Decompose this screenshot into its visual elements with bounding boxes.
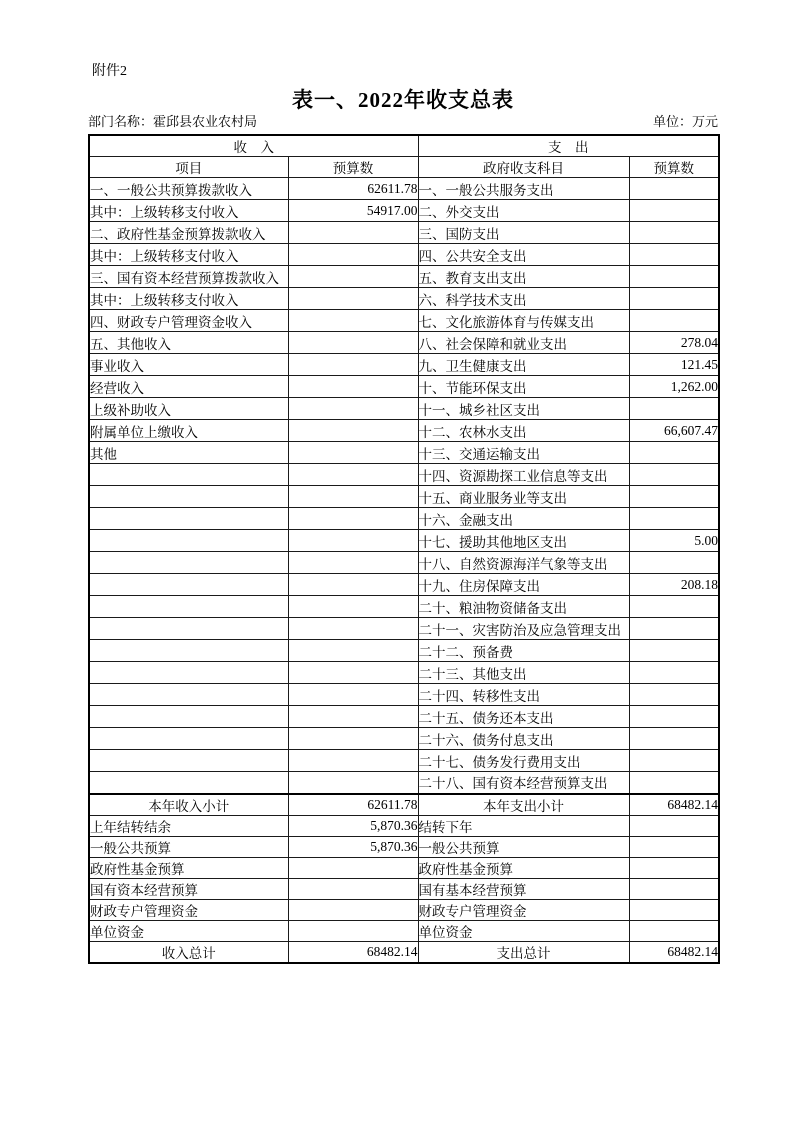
expense-budget-cell [629,920,719,941]
income-budget-cell [288,899,418,920]
income-item-cell: 五、其他收入 [89,332,288,354]
expense-budget-cell: 1,262.00 [629,376,719,398]
expense-budget-column-header: 预算数 [629,157,719,178]
expense-budget-cell [629,618,719,640]
expense-budget-cell: 278.04 [629,332,719,354]
income-item-cell [89,486,288,508]
table-row [89,552,719,574]
income-budget-cell: 54917.00 [288,200,418,222]
expense-item-cell: 政府性基金预算 [418,857,629,878]
expense-item-cell: 五、教育支出支出 [418,266,629,288]
income-item-cell: 财政专户管理资金 [89,899,288,920]
expense-item-cell: 二十一、灾害防治及应急管理支出 [418,618,629,640]
income-item-cell [89,618,288,640]
unit-label: 单位：万元 [652,114,718,129]
income-budget-cell [288,706,418,728]
expense-budget-cell [629,640,719,662]
income-item-cell [89,574,288,596]
income-item-cell [89,662,288,684]
table-row [89,310,719,332]
income-item-cell: 国有资本经营预算 [89,878,288,899]
expense-group-header: 支 出 [418,135,719,157]
income-item-column-header: 项目 [89,157,288,178]
income-budget-cell [288,442,418,464]
income-item-cell [89,684,288,706]
expense-budget-cell [629,442,719,464]
expense-budget-cell [629,464,719,486]
expense-budget-cell [629,857,719,878]
income-budget-cell: 5,870.36 [288,815,418,836]
table-row [89,772,719,794]
expense-item-cell: 二十七、债务发行费用支出 [418,750,629,772]
page-title: 表一、2022年收支总表 [292,88,514,112]
income-item-cell: 收入总计 [89,941,288,963]
expense-item-column-header: 政府收支科目 [418,157,629,178]
expense-item-cell: 十七、援助其他地区支出 [418,530,629,552]
income-budget-cell [288,420,418,442]
income-budget-cell [288,244,418,266]
expense-item-cell: 三、国防支出 [418,222,629,244]
income-item-cell [89,464,288,486]
income-item-cell: 四、财政专户管理资金收入 [89,310,288,332]
expense-budget-cell [629,878,719,899]
income-budget-cell [288,618,418,640]
expense-item-cell: 十四、资源勘探工业信息等支出 [418,464,629,486]
table-row [89,794,719,816]
table-row [89,288,719,310]
income-budget-cell [288,288,418,310]
income-budget-cell [288,728,418,750]
table-row [89,530,719,552]
expense-budget-cell [629,899,719,920]
expense-item-cell: 二、外交支出 [418,200,629,222]
table-row [89,508,719,530]
income-item-cell: 其中：上级转移支付收入 [89,200,288,222]
income-item-cell [89,728,288,750]
table-row [89,354,719,376]
table-row [89,836,719,857]
income-budget-cell [288,486,418,508]
table-row [89,486,719,508]
expense-budget-cell [629,596,719,618]
table-row [89,662,719,684]
table-row [89,878,719,899]
expense-item-cell: 一般公共预算 [418,836,629,857]
expense-item-cell: 十五、商业服务业等支出 [418,486,629,508]
income-item-cell: 政府性基金预算 [89,857,288,878]
income-item-cell: 上级补助收入 [89,398,288,420]
income-group-header: 收 入 [89,135,418,157]
expense-budget-cell [629,815,719,836]
income-budget-cell: 68482.14 [288,941,418,963]
income-budget-cell [288,310,418,332]
expense-budget-cell [629,750,719,772]
expense-item-cell: 十二、农林水支出 [418,420,629,442]
expense-budget-cell: 208.18 [629,574,719,596]
table-row [89,222,719,244]
table-row [89,178,719,200]
income-budget-cell [288,662,418,684]
table-row [89,815,719,836]
income-item-cell [89,750,288,772]
expense-item-cell: 十一、城乡社区支出 [418,398,629,420]
income-budget-cell [288,332,418,354]
income-budget-cell [288,464,418,486]
table-row [89,596,719,618]
expense-item-cell: 国有基本经营预算 [418,878,629,899]
expense-budget-cell [629,772,719,794]
income-budget-cell [288,772,418,794]
table-row [89,706,719,728]
department-name: 部门名称：霍邱县农业农村局 [88,114,258,129]
expense-budget-cell: 66,607.47 [629,420,719,442]
income-item-cell: 一般公共预算 [89,836,288,857]
column-header-row [89,157,719,178]
income-budget-cell [288,376,418,398]
income-item-cell: 本年收入小计 [89,794,288,816]
expense-budget-cell [629,508,719,530]
budget-table [88,134,720,964]
income-item-cell [89,552,288,574]
expense-item-cell: 十八、自然资源海洋气象等支出 [418,552,629,574]
expense-item-cell: 一、一般公共服务支出 [418,178,629,200]
expense-item-cell: 十六、金融支出 [418,508,629,530]
income-budget-cell [288,640,418,662]
income-item-cell: 其他 [89,442,288,464]
income-item-cell: 一、一般公共预算拨款收入 [89,178,288,200]
expense-item-cell: 十、节能环保支出 [418,376,629,398]
table-row [89,376,719,398]
income-item-cell [89,508,288,530]
expense-item-cell: 七、文化旅游体育与传媒支出 [418,310,629,332]
expense-budget-cell [629,486,719,508]
expense-item-cell: 四、公共安全支出 [418,244,629,266]
table-row [89,442,719,464]
expense-budget-cell [629,398,719,420]
expense-item-cell: 财政专户管理资金 [418,899,629,920]
expense-budget-cell [629,552,719,574]
income-budget-cell: 62611.78 [288,794,418,816]
expense-item-cell: 二十六、债务付息支出 [418,728,629,750]
expense-budget-cell [629,684,719,706]
income-budget-cell [288,354,418,376]
income-item-cell: 单位资金 [89,920,288,941]
expense-item-cell: 结转下年 [418,815,629,836]
income-budget-cell [288,552,418,574]
expense-budget-cell [629,728,719,750]
table-row [89,684,719,706]
expense-budget-cell [629,706,719,728]
income-budget-cell: 5,870.36 [288,836,418,857]
expense-budget-cell [629,244,719,266]
expense-budget-cell [629,222,719,244]
expense-budget-cell [629,836,719,857]
expense-item-cell: 二十四、转移性支出 [418,684,629,706]
income-budget-cell [288,508,418,530]
income-budget-cell [288,222,418,244]
expense-budget-cell: 121.45 [629,354,719,376]
income-item-cell: 经营收入 [89,376,288,398]
income-budget-cell [288,857,418,878]
income-budget-column-header: 预算数 [288,157,418,178]
table-row [89,398,719,420]
expense-budget-cell: 68482.14 [629,941,719,963]
attachment-label: 附件2 [92,64,127,79]
expense-budget-cell [629,266,719,288]
table-row [89,941,719,963]
table-row [89,728,719,750]
expense-item-cell: 本年支出小计 [418,794,629,816]
table-row [89,574,719,596]
expense-item-cell: 二十二、预备费 [418,640,629,662]
expense-item-cell: 二十五、债务还本支出 [418,706,629,728]
expense-budget-cell: 68482.14 [629,794,719,816]
expense-item-cell: 二十三、其他支出 [418,662,629,684]
table-header [89,135,719,178]
income-item-cell: 二、政府性基金预算拨款收入 [89,222,288,244]
income-item-cell: 附属单位上缴收入 [89,420,288,442]
expense-item-cell: 十九、住房保障支出 [418,574,629,596]
expense-item-cell: 二十八、国有资本经营预算支出 [418,772,629,794]
income-budget-cell [288,878,418,899]
income-budget-cell [288,266,418,288]
expense-budget-cell [629,288,719,310]
income-budget-cell [288,398,418,420]
meta-line [88,111,718,130]
income-item-cell [89,596,288,618]
income-item-cell [89,640,288,662]
expense-budget-cell [629,178,719,200]
expense-item-cell: 单位资金 [418,920,629,941]
income-item-cell [89,530,288,552]
income-item-cell [89,772,288,794]
table-row [89,640,719,662]
income-item-cell: 其中：上级转移支付收入 [89,288,288,310]
table-row [89,200,719,222]
income-item-cell: 事业收入 [89,354,288,376]
expense-budget-cell [629,200,719,222]
income-budget-cell [288,684,418,706]
income-budget-cell [288,574,418,596]
expense-budget-cell [629,310,719,332]
table-row [89,464,719,486]
expense-budget-cell: 5.00 [629,530,719,552]
income-item-cell: 上年结转结余 [89,815,288,836]
expense-item-cell: 九、卫生健康支出 [418,354,629,376]
income-budget-cell [288,530,418,552]
table-row [89,899,719,920]
expense-item-cell: 八、社会保障和就业支出 [418,332,629,354]
income-item-cell: 三、国有资本经营预算拨款收入 [89,266,288,288]
table-row [89,920,719,941]
group-header-row [89,135,719,157]
income-budget-cell [288,920,418,941]
expense-item-cell: 十三、交通运输支出 [418,442,629,464]
table-row [89,266,719,288]
income-budget-cell [288,596,418,618]
table-row [89,750,719,772]
table-body [89,178,719,963]
income-item-cell: 其中：上级转移支付收入 [89,244,288,266]
table-row [89,857,719,878]
table-row [89,420,719,442]
income-item-cell [89,706,288,728]
income-budget-cell: 62611.78 [288,178,418,200]
income-budget-cell [288,750,418,772]
expense-budget-cell [629,662,719,684]
expense-item-cell: 六、科学技术支出 [418,288,629,310]
expense-item-cell: 二十、粮油物资储备支出 [418,596,629,618]
table-row [89,618,719,640]
table-row [89,244,719,266]
table-row [89,332,719,354]
expense-item-cell: 支出总计 [418,941,629,963]
